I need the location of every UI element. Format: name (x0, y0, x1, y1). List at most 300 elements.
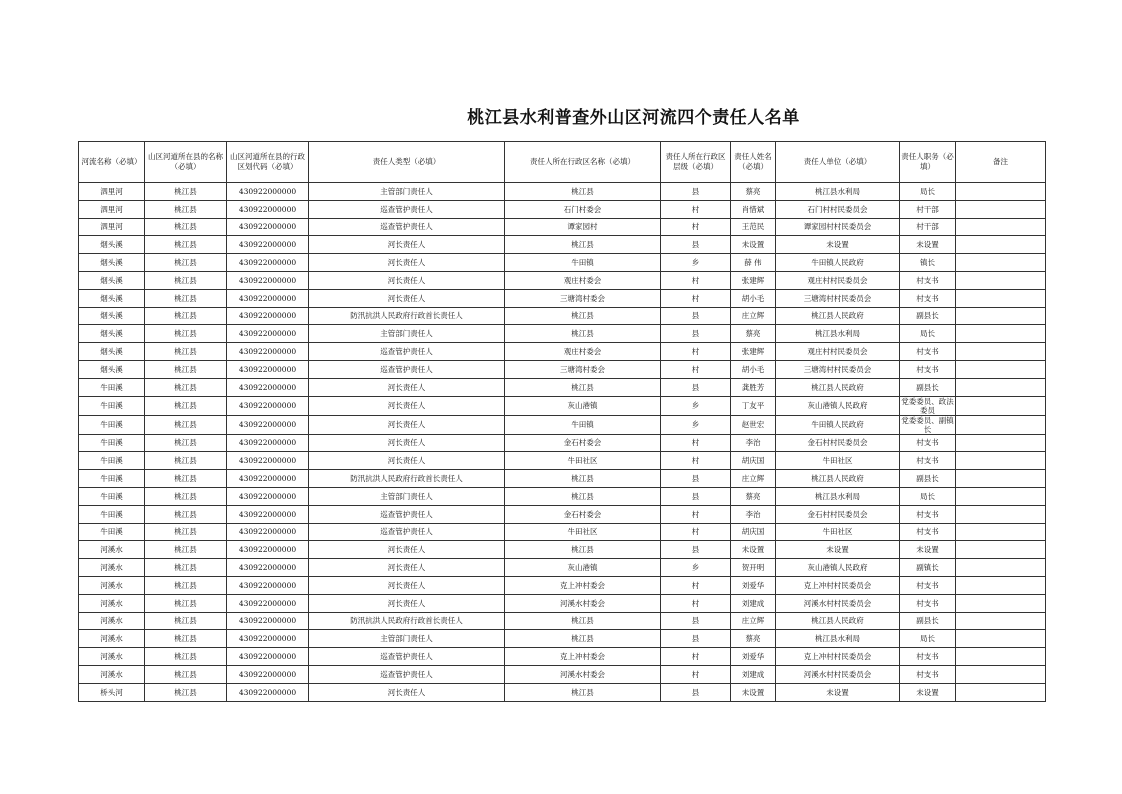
cell-responsible-position: 村支书 (900, 648, 956, 666)
cell-river-name: 烟头溪 (79, 254, 145, 272)
cell-responsible-unit: 桃江县人民政府 (776, 307, 900, 325)
cell-responsible-unit: 牛田社区 (776, 452, 900, 470)
cell-admin-region-name: 桃江县 (505, 683, 661, 701)
cell-responsible-unit: 金石村村民委员会 (776, 434, 900, 452)
table-body (79, 183, 1046, 702)
cell-remarks (956, 415, 1046, 434)
cell-responsible-unit: 金石村村民委员会 (776, 505, 900, 523)
cell-responsible-person-name: 薛 伟 (731, 254, 776, 272)
cell-mountain-county-name: 桃江县 (145, 236, 227, 254)
cell-admin-region-level: 村 (661, 452, 731, 470)
cell-county-division-code: 430922000000 (227, 541, 309, 559)
cell-responsible-person-name: 刘建成 (731, 665, 776, 683)
cell-responsible-unit: 桃江县人民政府 (776, 612, 900, 630)
cell-admin-region-level: 县 (661, 612, 731, 630)
cell-responsible-unit: 桃江县水利局 (776, 183, 900, 201)
cell-mountain-county-name: 桃江县 (145, 378, 227, 396)
cell-remarks (956, 200, 1046, 218)
cell-admin-region-level: 村 (661, 594, 731, 612)
cell-responsible-unit: 牛田镇人民政府 (776, 254, 900, 272)
cell-admin-region-name: 桃江县 (505, 183, 661, 201)
cell-county-division-code: 430922000000 (227, 452, 309, 470)
table-row (79, 415, 1046, 434)
cell-mountain-county-name: 桃江县 (145, 576, 227, 594)
table-row (79, 594, 1046, 612)
cell-responsible-person-name: 张建辉 (731, 271, 776, 289)
responsibility-roster-table (78, 141, 1046, 702)
cell-responsible-unit: 未设置 (776, 541, 900, 559)
cell-admin-region-level: 村 (661, 648, 731, 666)
cell-remarks (956, 683, 1046, 701)
cell-admin-region-name: 桃江县 (505, 612, 661, 630)
cell-remarks (956, 396, 1046, 415)
cell-admin-region-name: 石门村委会 (505, 200, 661, 218)
cell-responsible-person-name: 丁友平 (731, 396, 776, 415)
cell-responsible-type: 河长责任人 (309, 576, 505, 594)
cell-river-name: 烟头溪 (79, 343, 145, 361)
cell-responsible-position: 村支书 (900, 576, 956, 594)
cell-river-name: 河溪水 (79, 559, 145, 577)
cell-county-division-code: 430922000000 (227, 559, 309, 577)
table-row (79, 307, 1046, 325)
cell-admin-region-level: 县 (661, 378, 731, 396)
cell-remarks (956, 630, 1046, 648)
cell-remarks (956, 360, 1046, 378)
cell-responsible-type: 巡查管护责任人 (309, 360, 505, 378)
table-row (79, 254, 1046, 272)
cell-county-division-code: 430922000000 (227, 665, 309, 683)
cell-responsible-unit: 灰山港镇人民政府 (776, 559, 900, 577)
cell-responsible-person-name: 蔡亮 (731, 487, 776, 505)
cell-remarks (956, 343, 1046, 361)
cell-admin-region-name: 金石村委会 (505, 505, 661, 523)
cell-river-name: 河溪水 (79, 630, 145, 648)
cell-responsible-type: 河长责任人 (309, 236, 505, 254)
cell-remarks (956, 541, 1046, 559)
cell-admin-region-level: 村 (661, 271, 731, 289)
cell-responsible-unit: 桃江县水利局 (776, 325, 900, 343)
cell-responsible-position: 副县长 (900, 612, 956, 630)
cell-admin-region-name: 金石村委会 (505, 434, 661, 452)
cell-river-name: 烟头溪 (79, 271, 145, 289)
cell-admin-region-level: 村 (661, 665, 731, 683)
cell-river-name: 烟头溪 (79, 325, 145, 343)
cell-remarks (956, 559, 1046, 577)
cell-river-name: 桥头河 (79, 683, 145, 701)
cell-responsible-position: 镇长 (900, 254, 956, 272)
cell-responsible-position: 党委委员、副镇长 (901, 415, 954, 434)
cell-remarks (956, 271, 1046, 289)
column-header-responsible-position: 责任人职务（必填） (900, 142, 956, 183)
column-header-mountain-county-name: 山区河道所在县的名称（必填） (145, 142, 227, 183)
cell-responsible-person-name: 未设置 (731, 541, 776, 559)
cell-responsible-unit: 桃江县水利局 (776, 630, 900, 648)
cell-mountain-county-name: 桃江县 (145, 559, 227, 577)
table-row (79, 541, 1046, 559)
cell-admin-region-level: 县 (661, 630, 731, 648)
cell-river-name: 泗里河 (79, 218, 145, 236)
cell-responsible-position: 村支书 (900, 271, 956, 289)
cell-river-name: 牛田溪 (79, 470, 145, 488)
cell-responsible-type: 巡查管护责任人 (309, 200, 505, 218)
cell-admin-region-name: 牛田镇 (505, 254, 661, 272)
cell-responsible-position: 村干部 (900, 218, 956, 236)
cell-responsible-type: 河长责任人 (309, 452, 505, 470)
cell-river-name: 牛田溪 (79, 452, 145, 470)
cell-responsible-unit: 桃江县水利局 (776, 487, 900, 505)
cell-admin-region-level: 村 (661, 343, 731, 361)
cell-county-division-code: 430922000000 (227, 236, 309, 254)
cell-responsible-unit: 未设置 (776, 236, 900, 254)
cell-river-name: 烟头溪 (79, 360, 145, 378)
cell-responsible-type: 巡查管护责任人 (309, 665, 505, 683)
cell-responsible-type: 防汛抗洪人民政府行政首长责任人 (309, 470, 505, 488)
cell-responsible-position: 副县长 (900, 307, 956, 325)
column-header-responsible-unit: 责任人单位（必填） (776, 142, 900, 183)
cell-responsible-unit: 河溪水村村民委员会 (776, 665, 900, 683)
cell-responsible-person-name: 蔡亮 (731, 183, 776, 201)
cell-responsible-person-name: 蔡亮 (731, 630, 776, 648)
cell-mountain-county-name: 桃江县 (145, 360, 227, 378)
cell-responsible-type: 河长责任人 (309, 396, 505, 415)
cell-responsible-position: 未设置 (900, 541, 956, 559)
cell-admin-region-level: 县 (661, 325, 731, 343)
cell-admin-region-level: 村 (661, 434, 731, 452)
cell-admin-region-level: 村 (661, 289, 731, 307)
cell-mountain-county-name: 桃江县 (145, 470, 227, 488)
cell-county-division-code: 430922000000 (227, 683, 309, 701)
cell-responsible-position: 村支书 (900, 360, 956, 378)
cell-admin-region-name: 谭家园村 (505, 218, 661, 236)
cell-responsible-person-name: 李治 (731, 434, 776, 452)
cell-responsible-position: 村干部 (900, 200, 956, 218)
cell-responsible-unit: 石门村村民委员会 (776, 200, 900, 218)
table-row (79, 218, 1046, 236)
cell-responsible-person-name: 刘爱华 (731, 576, 776, 594)
cell-responsible-unit: 未设置 (776, 683, 900, 701)
cell-mountain-county-name: 桃江县 (145, 487, 227, 505)
column-header-remarks: 备注 (956, 142, 1046, 183)
cell-responsible-unit: 牛田镇人民政府 (776, 415, 900, 434)
cell-remarks (956, 505, 1046, 523)
cell-admin-region-level: 村 (661, 523, 731, 541)
cell-river-name: 烟头溪 (79, 289, 145, 307)
cell-admin-region-level: 村 (661, 576, 731, 594)
cell-responsible-position: 副县长 (900, 470, 956, 488)
cell-responsible-position: 村支书 (900, 594, 956, 612)
cell-responsible-person-name: 胡庆国 (731, 452, 776, 470)
cell-river-name: 河溪水 (79, 541, 145, 559)
cell-remarks (956, 307, 1046, 325)
cell-county-division-code: 430922000000 (227, 415, 309, 434)
cell-mountain-county-name: 桃江县 (145, 307, 227, 325)
cell-responsible-unit: 三塘湾村村民委员会 (776, 360, 900, 378)
cell-responsible-type: 巡查管护责任人 (309, 505, 505, 523)
cell-mountain-county-name: 桃江县 (145, 271, 227, 289)
cell-admin-region-name: 桃江县 (505, 541, 661, 559)
cell-county-division-code: 430922000000 (227, 612, 309, 630)
cell-county-division-code: 430922000000 (227, 470, 309, 488)
cell-admin-region-level: 村 (661, 505, 731, 523)
cell-responsible-position: 局长 (900, 630, 956, 648)
cell-mountain-county-name: 桃江县 (145, 434, 227, 452)
column-header-river-name: 河流名称（必填） (79, 142, 145, 183)
cell-responsible-person-name: 龚胜芳 (731, 378, 776, 396)
table-row (79, 343, 1046, 361)
cell-responsible-type: 主管部门责任人 (309, 325, 505, 343)
cell-responsible-unit: 克上冲村村民委员会 (776, 576, 900, 594)
cell-admin-region-name: 观庄村委会 (505, 343, 661, 361)
cell-mountain-county-name: 桃江县 (145, 612, 227, 630)
table-row (79, 630, 1046, 648)
cell-responsible-unit: 三塘湾村村民委员会 (776, 289, 900, 307)
table-row (79, 434, 1046, 452)
cell-responsible-type: 防汛抗洪人民政府行政首长责任人 (309, 307, 505, 325)
cell-county-division-code: 430922000000 (227, 200, 309, 218)
cell-responsible-person-name: 李治 (731, 505, 776, 523)
cell-responsible-person-name: 未设置 (731, 236, 776, 254)
cell-responsible-person-name: 王范民 (731, 218, 776, 236)
cell-river-name: 河溪水 (79, 594, 145, 612)
cell-responsible-unit: 河溪水村村民委员会 (776, 594, 900, 612)
cell-responsible-person-name: 庄立辉 (731, 470, 776, 488)
cell-admin-region-level: 村 (661, 360, 731, 378)
cell-river-name: 牛田溪 (79, 505, 145, 523)
cell-responsible-position: 村支书 (900, 289, 956, 307)
cell-responsible-person-name: 刘爱华 (731, 648, 776, 666)
cell-responsible-type: 防汛抗洪人民政府行政首长责任人 (309, 612, 505, 630)
cell-remarks (956, 254, 1046, 272)
cell-river-name: 泗里河 (79, 200, 145, 218)
cell-responsible-type: 河长责任人 (309, 378, 505, 396)
cell-responsible-position: 村支书 (900, 452, 956, 470)
cell-responsible-person-name: 胡小毛 (731, 360, 776, 378)
cell-responsible-type: 河长责任人 (309, 683, 505, 701)
cell-remarks (956, 665, 1046, 683)
cell-admin-region-level: 县 (661, 236, 731, 254)
cell-responsible-person-name: 未设置 (731, 683, 776, 701)
cell-admin-region-level: 县 (661, 307, 731, 325)
cell-mountain-county-name: 桃江县 (145, 523, 227, 541)
cell-county-division-code: 430922000000 (227, 307, 309, 325)
cell-admin-region-name: 克上冲村委会 (505, 648, 661, 666)
cell-county-division-code: 430922000000 (227, 434, 309, 452)
cell-river-name: 烟头溪 (79, 307, 145, 325)
cell-admin-region-name: 灰山港镇 (505, 396, 661, 415)
cell-county-division-code: 430922000000 (227, 254, 309, 272)
cell-remarks (956, 434, 1046, 452)
cell-admin-region-name: 桃江县 (505, 487, 661, 505)
cell-mountain-county-name: 桃江县 (145, 541, 227, 559)
cell-river-name: 河溪水 (79, 648, 145, 666)
cell-county-division-code: 430922000000 (227, 289, 309, 307)
cell-mountain-county-name: 桃江县 (145, 200, 227, 218)
cell-county-division-code: 430922000000 (227, 343, 309, 361)
cell-remarks (956, 183, 1046, 201)
cell-county-division-code: 430922000000 (227, 360, 309, 378)
cell-remarks (956, 523, 1046, 541)
cell-mountain-county-name: 桃江县 (145, 343, 227, 361)
cell-county-division-code: 430922000000 (227, 487, 309, 505)
cell-responsible-person-name: 庄立辉 (731, 307, 776, 325)
cell-remarks (956, 236, 1046, 254)
document-title: 桃江县水利普查外山区河流四个责任人名单 (467, 108, 800, 128)
cell-responsible-type: 主管部门责任人 (309, 487, 505, 505)
column-header-responsible-type: 责任人类型（必填） (309, 142, 505, 183)
cell-remarks (956, 378, 1046, 396)
table-row (79, 325, 1046, 343)
cell-remarks (956, 470, 1046, 488)
cell-responsible-position: 未设置 (900, 683, 956, 701)
cell-responsible-unit: 观庄村村民委员会 (776, 343, 900, 361)
cell-responsible-type: 巡查管护责任人 (309, 218, 505, 236)
cell-remarks (956, 648, 1046, 666)
cell-admin-region-name: 灰山港镇 (505, 559, 661, 577)
cell-remarks (956, 452, 1046, 470)
table-row (79, 505, 1046, 523)
cell-river-name: 泗里河 (79, 183, 145, 201)
cell-admin-region-name: 桃江县 (505, 630, 661, 648)
table-row (79, 559, 1046, 577)
cell-mountain-county-name: 桃江县 (145, 289, 227, 307)
cell-responsible-unit: 桃江县人民政府 (776, 470, 900, 488)
cell-responsible-person-name: 赵世宏 (731, 415, 776, 434)
cell-river-name: 牛田溪 (79, 378, 145, 396)
cell-admin-region-name: 三塘湾村委会 (505, 360, 661, 378)
table-row (79, 271, 1046, 289)
cell-remarks (956, 218, 1046, 236)
cell-county-division-code: 430922000000 (227, 505, 309, 523)
cell-mountain-county-name: 桃江县 (145, 630, 227, 648)
table-row (79, 576, 1046, 594)
cell-river-name: 牛田溪 (79, 487, 145, 505)
cell-responsible-person-name: 胡庆国 (731, 523, 776, 541)
cell-responsible-person-name: 胡小毛 (731, 289, 776, 307)
cell-admin-region-level: 县 (661, 470, 731, 488)
cell-river-name: 牛田溪 (79, 434, 145, 452)
cell-admin-region-name: 河溪水村委会 (505, 594, 661, 612)
cell-admin-region-level: 乡 (661, 254, 731, 272)
cell-admin-region-name: 桃江县 (505, 470, 661, 488)
cell-river-name: 牛田溪 (79, 523, 145, 541)
column-header-admin-region-level: 责任人所在行政区层级（必填） (661, 142, 731, 183)
cell-responsible-type: 河长责任人 (309, 434, 505, 452)
cell-admin-region-level: 乡 (661, 396, 731, 415)
cell-admin-region-name: 牛田社区 (505, 452, 661, 470)
cell-county-division-code: 430922000000 (227, 183, 309, 201)
table-row (79, 183, 1046, 201)
cell-county-division-code: 430922000000 (227, 648, 309, 666)
cell-mountain-county-name: 桃江县 (145, 183, 227, 201)
cell-admin-region-level: 县 (661, 487, 731, 505)
cell-responsible-position: 村支书 (900, 523, 956, 541)
cell-county-division-code: 430922000000 (227, 523, 309, 541)
cell-admin-region-name: 桃江县 (505, 325, 661, 343)
table-row (79, 378, 1046, 396)
cell-responsible-type: 河长责任人 (309, 289, 505, 307)
cell-responsible-type: 河长责任人 (309, 271, 505, 289)
cell-remarks (956, 325, 1046, 343)
cell-remarks (956, 289, 1046, 307)
cell-mountain-county-name: 桃江县 (145, 218, 227, 236)
cell-county-division-code: 430922000000 (227, 594, 309, 612)
cell-responsible-position: 村支书 (900, 665, 956, 683)
cell-admin-region-name: 牛田社区 (505, 523, 661, 541)
cell-admin-region-name: 克上冲村委会 (505, 576, 661, 594)
cell-responsible-position: 村支书 (900, 343, 956, 361)
cell-responsible-type: 巡查管护责任人 (309, 523, 505, 541)
column-header-county-division-code: 山区河道所在县的行政区划代码（必填） (227, 142, 309, 183)
cell-responsible-unit: 灰山港镇人民政府 (776, 396, 900, 415)
cell-admin-region-level: 县 (661, 183, 731, 201)
cell-county-division-code: 430922000000 (227, 396, 309, 415)
table-row (79, 683, 1046, 701)
cell-responsible-position: 村支书 (900, 505, 956, 523)
cell-county-division-code: 430922000000 (227, 218, 309, 236)
cell-responsible-position: 副县长 (900, 378, 956, 396)
cell-river-name: 河溪水 (79, 576, 145, 594)
cell-mountain-county-name: 桃江县 (145, 325, 227, 343)
column-header-admin-region-name: 责任人所在行政区名称（必填） (505, 142, 661, 183)
cell-responsible-unit: 桃江县人民政府 (776, 378, 900, 396)
cell-responsible-position: 党委委员、政法委员 (901, 396, 954, 415)
cell-admin-region-name: 桃江县 (505, 378, 661, 396)
cell-mountain-county-name: 桃江县 (145, 396, 227, 415)
cell-responsible-unit: 牛田社区 (776, 523, 900, 541)
cell-responsible-type: 巡查管护责任人 (309, 648, 505, 666)
cell-responsible-type: 河长责任人 (309, 415, 505, 434)
table-row (79, 200, 1046, 218)
cell-county-division-code: 430922000000 (227, 630, 309, 648)
cell-mountain-county-name: 桃江县 (145, 683, 227, 701)
table-row (79, 289, 1046, 307)
cell-mountain-county-name: 桃江县 (145, 254, 227, 272)
cell-admin-region-name: 三塘湾村委会 (505, 289, 661, 307)
cell-river-name: 烟头溪 (79, 236, 145, 254)
cell-responsible-unit: 观庄村村民委员会 (776, 271, 900, 289)
cell-admin-region-level: 县 (661, 541, 731, 559)
cell-river-name: 牛田溪 (79, 396, 145, 415)
cell-remarks (956, 576, 1046, 594)
table-row (79, 396, 1046, 415)
cell-responsible-position: 局长 (900, 325, 956, 343)
cell-responsible-type: 主管部门责任人 (309, 183, 505, 201)
cell-responsible-position: 局长 (900, 487, 956, 505)
table-row (79, 648, 1046, 666)
cell-responsible-unit: 谭家园村村民委员会 (776, 218, 900, 236)
cell-responsible-person-name: 蔡亮 (731, 325, 776, 343)
table-row (79, 487, 1046, 505)
column-header-responsible-person-name: 责任人姓名（必填） (731, 142, 776, 183)
cell-county-division-code: 430922000000 (227, 325, 309, 343)
cell-remarks (956, 594, 1046, 612)
cell-mountain-county-name: 桃江县 (145, 594, 227, 612)
cell-admin-region-name: 河溪水村委会 (505, 665, 661, 683)
cell-responsible-person-name: 贺开明 (731, 559, 776, 577)
cell-responsible-unit: 克上冲村村民委员会 (776, 648, 900, 666)
cell-mountain-county-name: 桃江县 (145, 665, 227, 683)
table-row (79, 665, 1046, 683)
cell-mountain-county-name: 桃江县 (145, 505, 227, 523)
cell-responsible-position: 未设置 (900, 236, 956, 254)
cell-responsible-person-name: 刘建成 (731, 594, 776, 612)
cell-mountain-county-name: 桃江县 (145, 415, 227, 434)
table-row (79, 236, 1046, 254)
table-header-row (79, 142, 1046, 183)
cell-county-division-code: 430922000000 (227, 378, 309, 396)
cell-remarks (956, 612, 1046, 630)
cell-responsible-person-name: 张建辉 (731, 343, 776, 361)
